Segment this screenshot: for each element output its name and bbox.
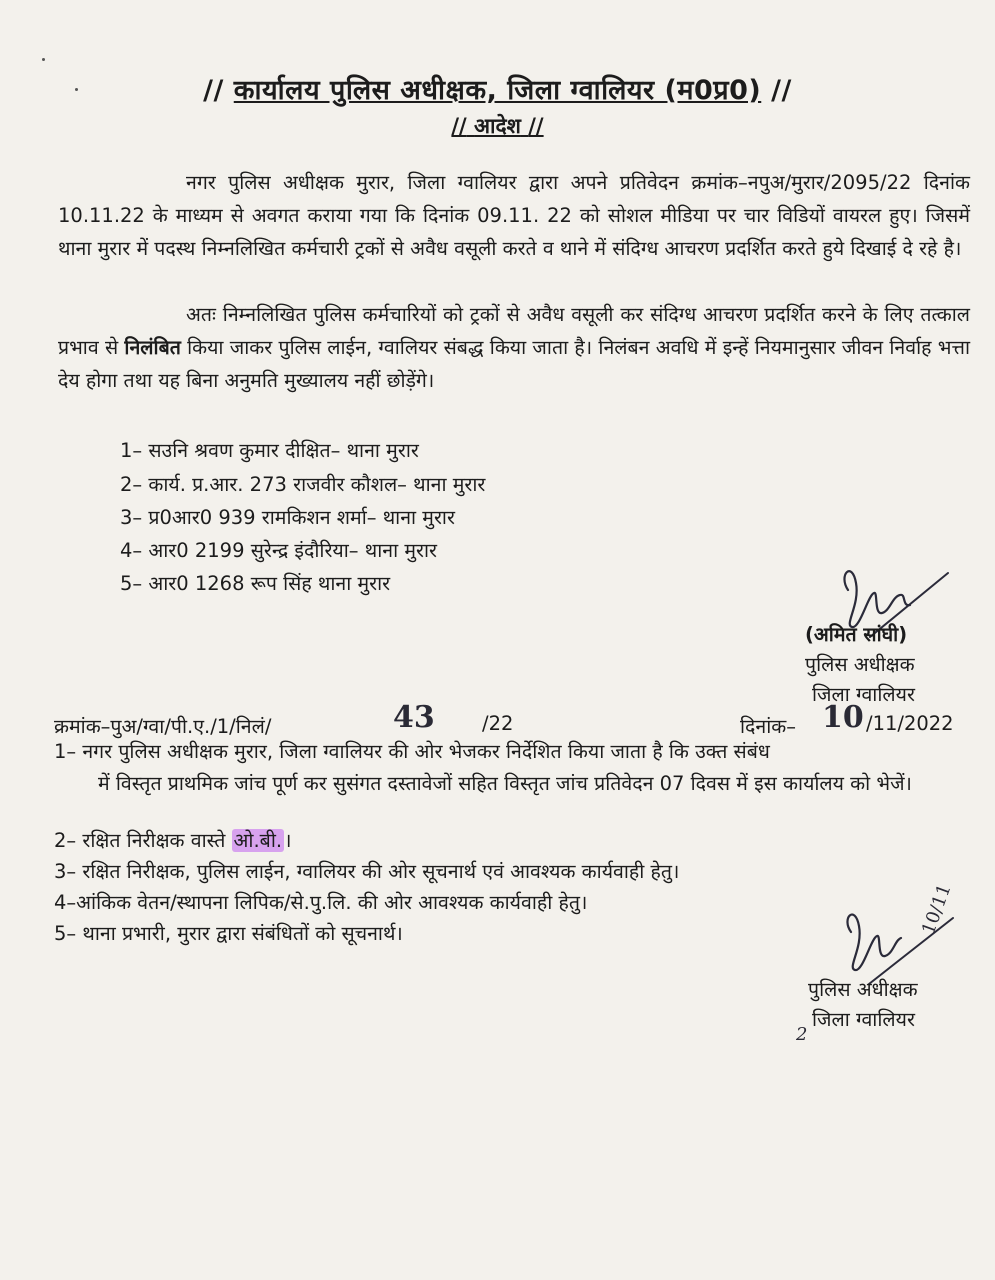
paragraph-suspension	[58, 298, 970, 397]
subtitle-suffix: //	[528, 114, 544, 138]
order-date-label: दिनांक–	[740, 715, 797, 738]
paper-speck	[75, 88, 78, 91]
subtitle-text: आदेश	[474, 114, 521, 138]
paragraph-report: नगर पुलिस अधीक्षक मुरार, जिला ग्वालियर द्वारा अपने प्रतिवेदन क्रमांक–नपुअ/मुरार/2095/22 दिनांक 10.11.22 के माध्यम से अवगत कराया गया कि दिनांक 09.11. 22 को सोशल मीडिया पर चार विडियों वायरल हुए। जिसमें थाना मुरार में पदस्थ निम्नलिखित कर्मचारी ट्रकों से अवैध वसूली करते व थाने में संदिग्ध आचरण प्रदर्शित करते हुये दिखाई दे रहे है।	[58, 171, 970, 260]
distribution-item-4: 4–आंकिक वेतन/स्थापना लिपिक/से.पु.लि. की ओर आवश्यक कार्यवाही हेतु।	[54, 891, 588, 914]
paper-speck	[42, 58, 45, 61]
distribution-item-1	[54, 736, 972, 800]
employee-list-item: 4– आर0 2199 सुरेन्द्र इंदौरिया– थाना मुरार	[120, 539, 437, 562]
second-signatory-district: जिला ग्वालियर	[812, 1008, 915, 1031]
order-ref-year: /22	[482, 712, 514, 735]
signatory-designation: पुलिस अधीक्षक	[805, 653, 915, 676]
employee-list-item: 5– आर0 1268 रूप सिंह थाना मुरार	[120, 572, 391, 595]
heading-suffix: //	[771, 75, 792, 106]
order-reference	[54, 712, 271, 739]
employee-list-item: 2– कार्य. प्र.आर. 273 राजवीर कौशल– थाना मुरार	[120, 473, 486, 496]
ob-highlight: ओ.बी.	[233, 829, 283, 852]
handwritten-mark: 2	[796, 1024, 808, 1045]
order-date-day: 10	[822, 700, 864, 735]
subtitle-prefix: //	[451, 114, 467, 138]
order-number: 43	[393, 700, 435, 735]
order-heading	[0, 112, 995, 140]
heading-prefix: //	[203, 75, 224, 106]
order-ref-prefix: क्रमांक–पुअ/ग्वा/पी.ए./1/निलं/	[54, 715, 272, 738]
second-signatory-designation: पुलिस अधीक्षक	[808, 978, 918, 1001]
office-heading	[0, 70, 995, 107]
distribution-item-2	[54, 826, 291, 853]
signatory-district: जिला ग्वालियर	[812, 683, 915, 706]
para2-text-end: किया जाकर पुलिस लाईन, ग्वालियर संबद्ध किया जाता है। निलंबन अवधि में इन्हें नियमानुसार जीवन निर्वाह भत्ता देय होगा तथा यह बिना अनुमति मुख्यालय नहीं छोड़ेंगे।	[58, 336, 970, 392]
signatory-name: (अमित सांघी)	[805, 623, 908, 646]
distribution-item-3: 3– रक्षित निरीक्षक, पुलिस लाईन, ग्वालियर की ओर सूचनार्थ एवं आवश्यक कार्यवाही हेतु।	[54, 860, 680, 883]
order-date-rest: /11/2022	[866, 712, 954, 735]
item1-first-line: 1– नगर पुलिस अधीक्षक मुरार, जिला ग्वालियर की ओर भेजकर निर्देशित किया जाता है कि उक्त संबंध	[54, 740, 770, 763]
item2-end: ।	[284, 829, 292, 852]
suspended-word: निलंबित	[124, 336, 181, 359]
item2-text: 2– रक्षित निरीक्षक वास्ते	[54, 829, 232, 852]
para2-text-start: अतः निम्नलिखित पुलिस कर्मचारियों को ट्रकों से अवैध वसूली कर संदिग्ध आचरण प्रदर्शित करने के लिए तत्काल प्रभाव से	[58, 303, 970, 359]
item1-continuation: में विस्तृत प्राथमिक जांच पूर्ण कर सुसंगत दस्तावेजों सहित विस्तृत जांच प्रतिवेदन 07 दिवस में इस कार्यालय को भेजें।	[98, 772, 912, 795]
employee-list-item: 3– प्र0आर0 939 रामकिशन शर्मा– थाना मुरार	[120, 506, 455, 529]
office-title: कार्यालय पुलिस अधीक्षक, जिला ग्वालियर (म0प्र0)	[233, 75, 762, 106]
distribution-item-5: 5– थाना प्रभारी, मुरार द्वारा संबंधितों को सूचनार्थ।	[54, 922, 403, 945]
employee-list-item: 1– सउनि श्रवण कुमार दीक्षित– थाना मुरार	[120, 439, 419, 462]
signature-date-note: 10/11	[918, 881, 956, 938]
